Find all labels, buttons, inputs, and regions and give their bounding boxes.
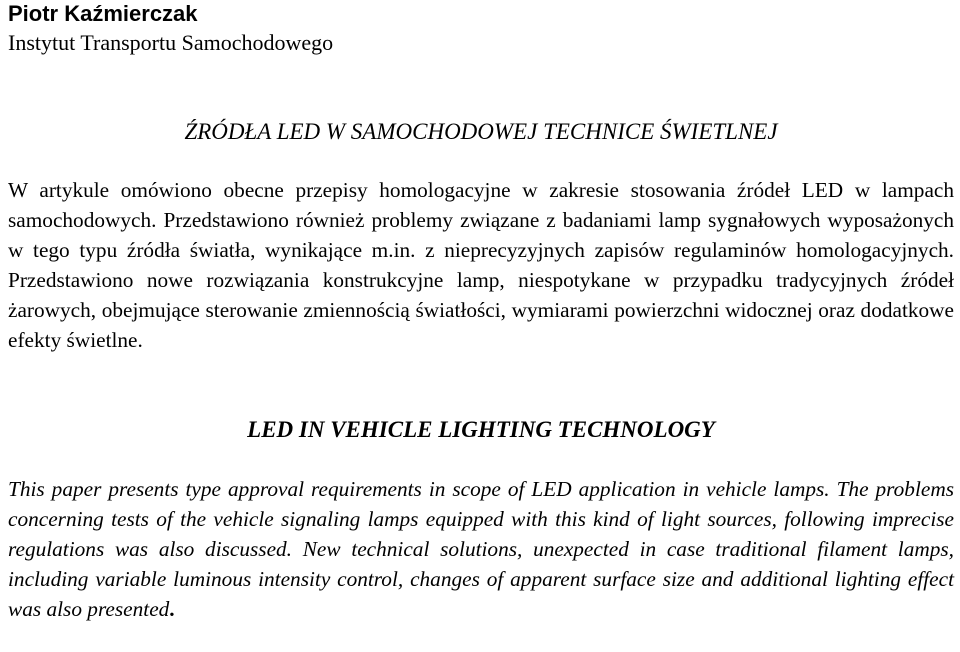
abstract-polish: W artykule omówiono obecne przepisy homologacyjne w zakresie stosowania źródeł LED w lampach samochodowych. Przedstawiono również problemy związane z badaniami lamp sygnałowych wyposażonych w tego typu źródła światła, wynikające m.in. z nieprecyzyjnych zapisów regulaminów homologacyjnych. Przedstawiono nowe rozwiązania konstrukcyjne lamp, niespotykane w przypadku tradycyjnych źródeł żarowych, obejmujące sterowanie zmiennością światłości, wymiarami powierzchni widocznej oraz dodatkowe efekty świetlne. [8,178,954,352]
title-english: LED IN VEHICLE LIGHTING TECHNOLOGY [247,417,715,442]
title-polish: ŹRÓDŁA LED W SAMOCHODOWEJ TECHNICE ŚWIETLNEJ [184,119,778,144]
abstract-english-text: This paper presents type approval requirements in scope of LED application in vehicle lamps. The problems concerning tests of the vehicle signaling lamps equipped with this kind of light sources, following imprecise regulations was also discussed. New technical solutions, unexpected in case traditional filament lamps, including variable luminous intensity control, changes of apparent surface size and additional lighting effect was also presented [8,477,954,621]
abstract-english [8,475,954,625]
abstract-english-final-period: . [169,596,175,621]
author-name: Piotr Kaźmierczak [8,1,198,26]
author-affiliation: Instytut Transportu Samochodowego [8,30,334,55]
